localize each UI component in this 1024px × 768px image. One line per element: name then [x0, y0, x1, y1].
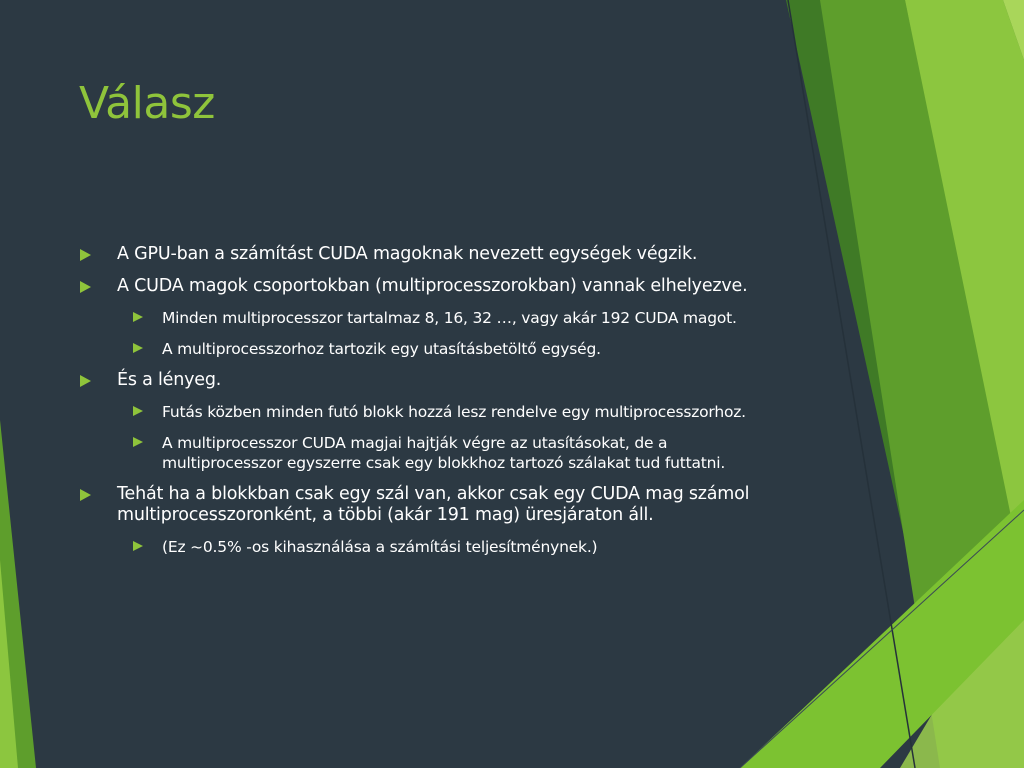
bullet-list — [80, 244, 780, 568]
triangle-right-icon — [80, 281, 91, 293]
triangle-right-icon — [133, 343, 143, 353]
bullet-item — [80, 484, 780, 526]
sub-bullet-text: Minden multiprocesszor tartalmaz 8, 16, 32 …, vagy akár 192 CUDA magot. — [162, 309, 737, 327]
triangle-right-icon — [133, 541, 143, 551]
sub-bullet-text: A multiprocesszor CUDA magjai hajtják végre az utasításokat, de a multiprocesszor egyszerre csak egy blokkhoz tartozó szálakat tud futtatni. — [162, 434, 726, 472]
sub-bullet-item — [80, 537, 780, 557]
bullet-item — [80, 276, 780, 297]
sub-bullet-text: A multiprocesszorhoz tartozik egy utasításbetöltő egység. — [162, 340, 601, 358]
bullet-item — [80, 244, 780, 265]
triangle-right-icon — [80, 375, 91, 387]
sub-bullet-item — [80, 339, 780, 359]
sub-bullet-item — [80, 308, 780, 328]
sub-bullet-text: (Ez ~0.5% -os kihasználása a számítási teljesítménynek.) — [162, 538, 598, 556]
bullet-text: És a lényeg. — [117, 370, 222, 390]
sub-bullet-item — [80, 402, 780, 422]
triangle-right-icon — [133, 312, 143, 322]
slide-title: Válasz — [79, 78, 215, 129]
triangle-right-icon — [133, 406, 143, 416]
bullet-text: A GPU-ban a számítást CUDA magoknak nevezett egységek végzik. — [117, 244, 698, 264]
triangle-right-icon — [133, 437, 143, 447]
bullet-text: Tehát ha a blokkban csak egy szál van, akkor csak egy CUDA mag számol multiprocesszoronként, a többi (akár 191 mag) üresjáraton áll. — [117, 484, 750, 525]
bullet-item — [80, 370, 780, 391]
sub-bullet-item — [80, 433, 780, 473]
triangle-right-icon — [80, 249, 91, 261]
sub-bullet-text: Futás közben minden futó blokk hozzá lesz rendelve egy multiprocesszorhoz. — [162, 403, 746, 421]
bullet-text: A CUDA magok csoportokban (multiprocesszorokban) vannak elhelyezve. — [117, 276, 748, 296]
triangle-right-icon — [80, 489, 91, 501]
